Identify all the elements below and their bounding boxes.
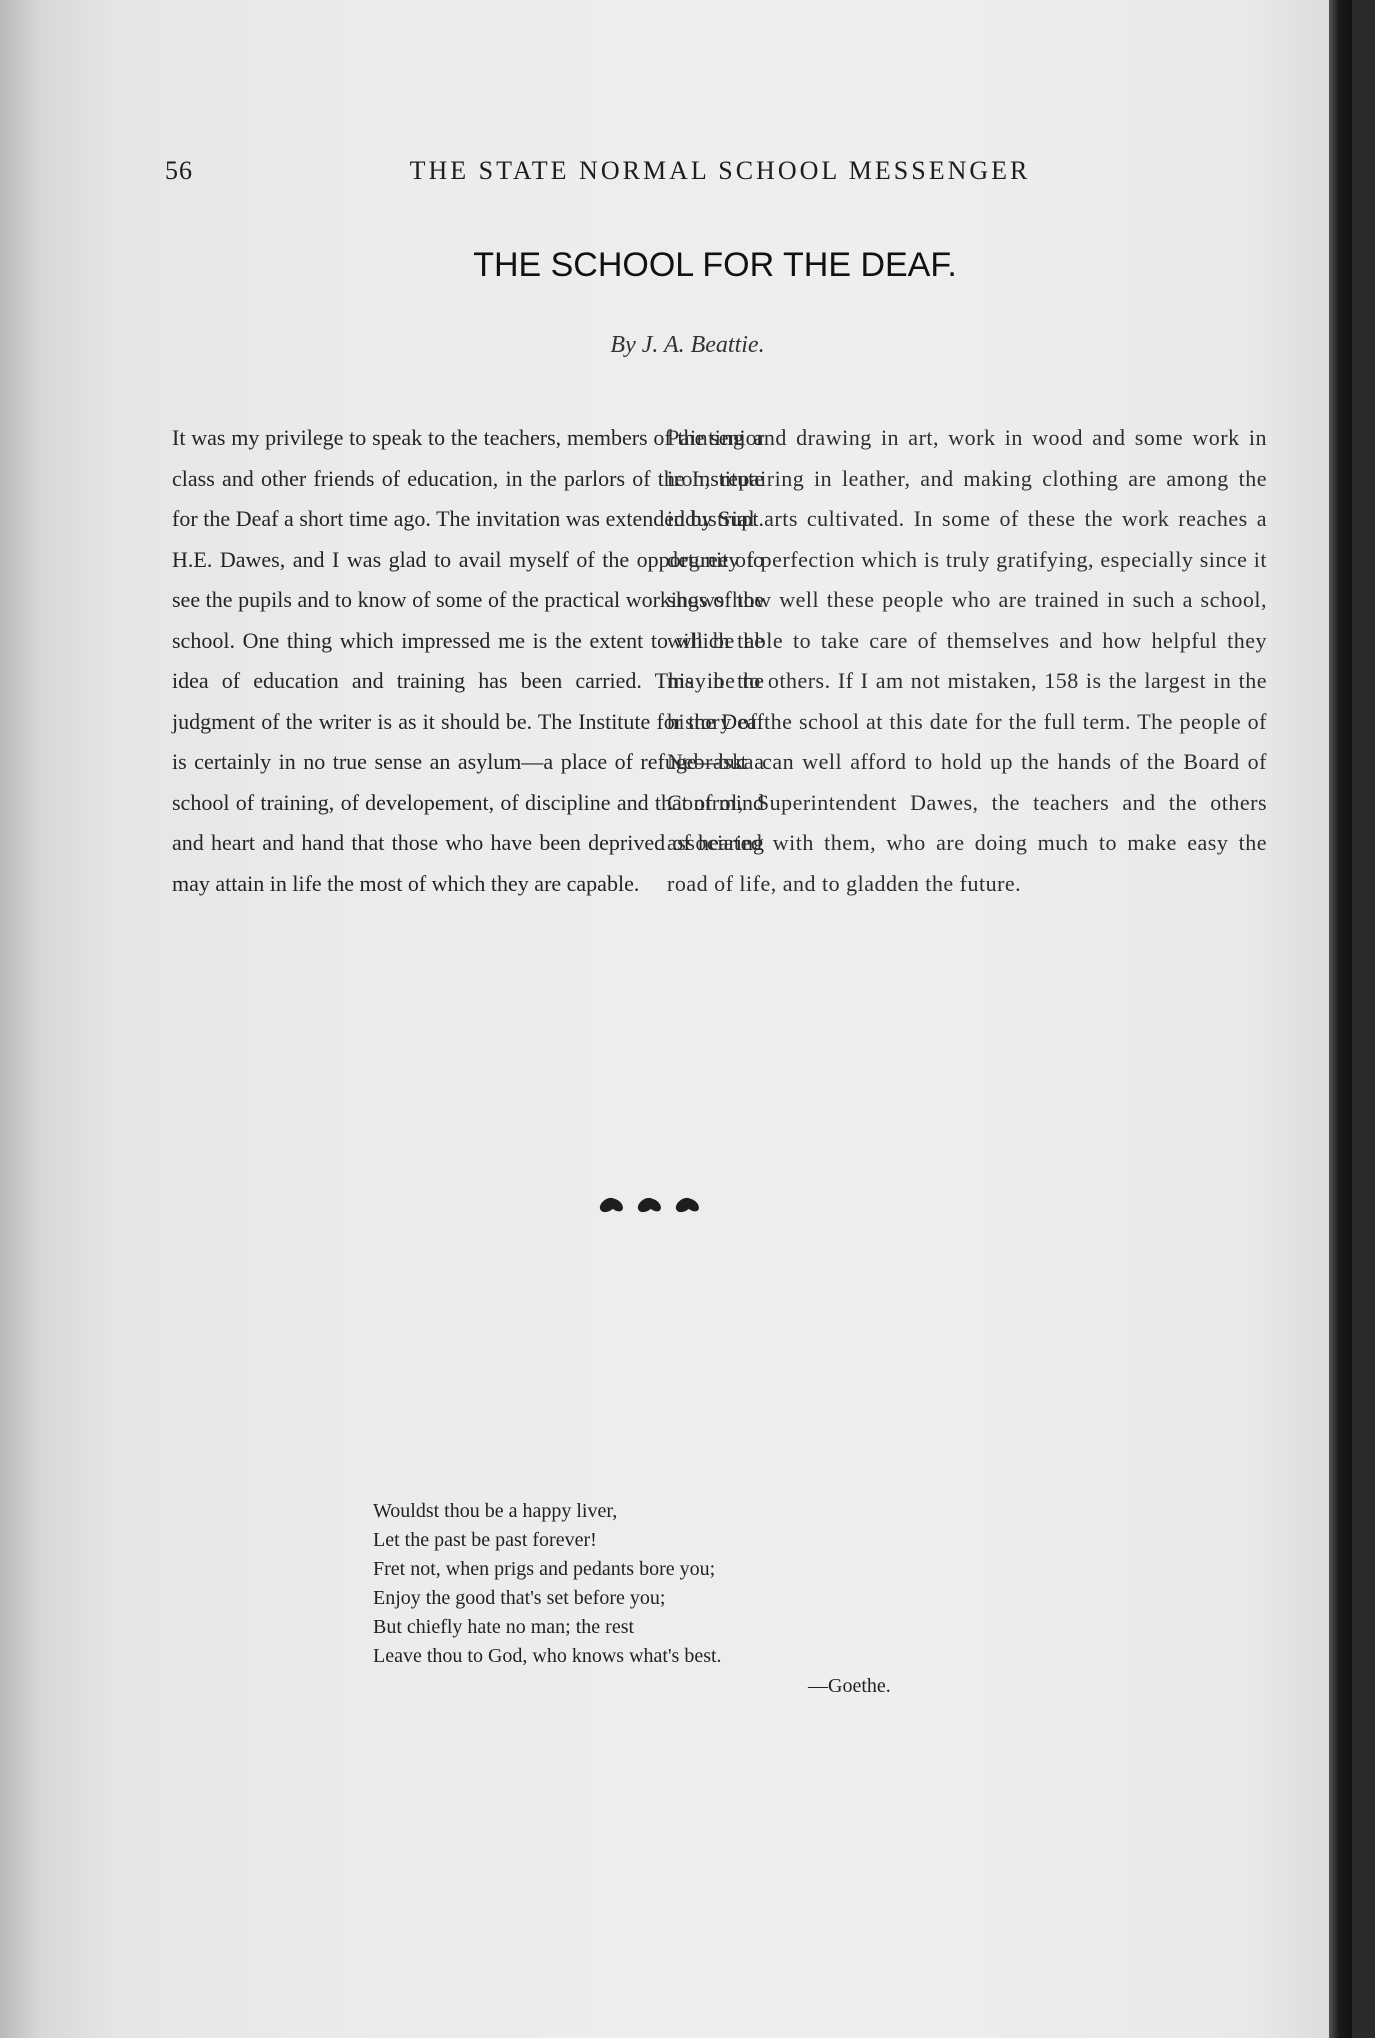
fleuron-ornament-icon — [594, 1190, 714, 1220]
poem-line: Let the past be past forever! — [373, 1529, 597, 1551]
poem-line: Fret not, when prigs and pedants bore you; — [373, 1558, 716, 1580]
page-edge-shadow — [1329, 0, 1352, 2038]
article-column-right: Painting and drawing in art, work in wood and some work in iron, repairing in leather, and making clothing are among the industrial arts cultivated. In some of these the work reaches a degree of perfection which is truly gratifying, especially since it shows how well these people who are trained in such a school, will be able to take care of themselves and how helpful they may be to others. If I am not mistaken, 158 is the largest in the history of the school at this date for the full term. The people of Nebraska can well afford to hold up the hands of the Board of Control, Superintendent Dawes, the teachers and the others associated with them, who are doing much to make easy the road of life, and to gladden the future. — [667, 425, 1267, 896]
section-ornament — [594, 1190, 714, 1227]
running-head: THE STATE NORMAL SCHOOL MESSENGER — [409, 156, 1031, 185]
page-number: 56 — [165, 156, 193, 185]
article-byline: By J. A. Beattie. — [610, 332, 765, 358]
poem-attribution: —Goethe. — [808, 1675, 891, 1697]
article-column-left: It was my privilege to speak to the teachers, members of the senior class and other friends of education, in the parlors of the Institute for the Deaf a short time ago. The invitation was extended by Supt. H.E. Dawes, and I was glad to avail myself of the opportunity to see the pupils and to know of some of the practical workings of the school. One thing which impressed me is the extent to which the idea of education and training has been carried. This in the judgment of the writer is as it should be. The Institute for the Deaf is certainly in no true sense an asylum—a place of refuge—but a school of training, of developement, of discipline and that of mind and heart and hand that those who have been deprived of hearing may attain in life the most of which they are capable. — [172, 425, 764, 896]
article-title: THE SCHOOL FOR THE DEAF. — [473, 246, 957, 284]
poem-line: Enjoy the good that's set before you; — [373, 1587, 666, 1609]
poem-line: Leave thou to God, who knows what's best. — [373, 1645, 722, 1667]
goethe-poem — [373, 1497, 973, 1671]
poem-line: But chiefly hate no man; the rest — [373, 1616, 635, 1638]
poem-line: Wouldst thou be a happy liver, — [373, 1500, 618, 1522]
